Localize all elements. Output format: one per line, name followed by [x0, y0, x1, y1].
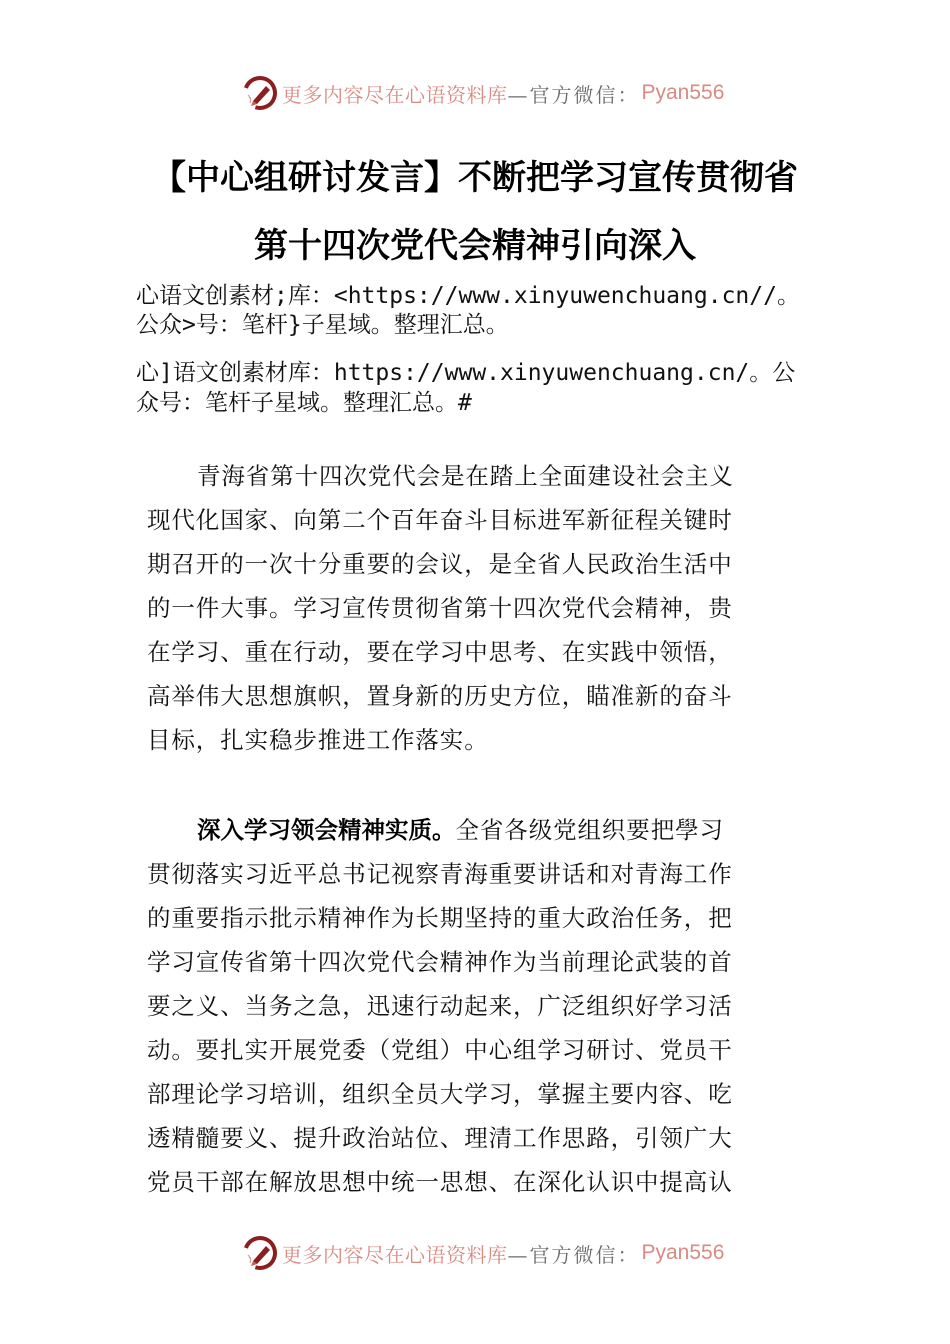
- watermark-label: —官方微信：: [507, 1242, 640, 1267]
- source-note-2-line-2: 众号：笔杆子星域。整理汇总。#: [136, 390, 472, 416]
- section-heading: 深入学习领会精神实质。: [197, 816, 456, 844]
- footer-watermark: [242, 1233, 724, 1273]
- paragraph-line: 的一件大事。学习宣传贯彻省第十四次党代会精神，贵: [147, 594, 733, 622]
- document-title-line-2: 第十四次党代会精神引向深入: [254, 226, 696, 266]
- paragraph-line: 目标，扎实稳步推进工作落实。: [147, 726, 489, 754]
- watermark-wechat-id: Pyan556: [641, 1241, 725, 1264]
- pen-logo-icon: [242, 75, 278, 111]
- pen-logo-icon: [242, 1235, 278, 1271]
- paragraph-line: 要之义、当务之急，迅速行动起来，广泛组织好学习活: [147, 992, 733, 1020]
- source-note-1-line-1: 心语文创素材;库：<https://www.xinyuwenchuang.cn//。: [136, 283, 800, 309]
- paragraph-line: 期召开的一次十分重要的会议，是全省人民政治生活中: [147, 550, 733, 578]
- document-title-line-1: 【中心组研讨发言】不断把学习宣传贯彻省: [152, 158, 798, 198]
- watermark-slogan: 更多内容尽在心语资料库: [282, 1242, 508, 1267]
- paragraph-line: 贯彻落实习近平总书记视察青海重要讲话和对青海工作: [147, 860, 733, 888]
- paragraph-line: 学习宣传省第十四次党代会精神作为当前理论武装的首: [147, 948, 733, 976]
- paragraph-line: 在学习、重在行动，要在学习中思考、在实践中领悟，: [147, 638, 733, 666]
- paragraph-line: 动。要扎实开展党委（党组）中心组学习研讨、党员干: [147, 1036, 733, 1064]
- paragraph-line: 现代化国家、向第二个百年奋斗目标进军新征程关键时: [147, 506, 733, 534]
- watermark-wechat-id: Pyan556: [641, 81, 725, 104]
- paragraph-text: 全省各级党组织要把學习: [455, 816, 724, 844]
- paragraph-line: 部理论学习培训，组织全员大学习，掌握主要内容、吃: [147, 1080, 733, 1108]
- paragraph-line: 透精髓要义、提升政治站位、理清工作思路，引领广大: [147, 1124, 733, 1152]
- source-note-2-line-1: 心]语文创素材库：https://www.xinyuwenchuang.cn/。公: [136, 360, 796, 386]
- body-paragraph-2: [147, 808, 812, 1204]
- paragraph-line: 高举伟大思想旗帜，置身新的历史方位，瞄准新的奋斗: [147, 682, 733, 710]
- source-note-1-line-2: 公众>号：笔杆}子星域。整理汇总。: [136, 312, 509, 338]
- watermark-slogan: 更多内容尽在心语资料库: [282, 82, 508, 107]
- paragraph-first-line: [147, 808, 812, 852]
- header-watermark: [242, 73, 724, 113]
- body-paragraph-1: [147, 454, 812, 762]
- paragraph-line: 党员干部在解放思想中统一思想、在深化认识中提高认: [147, 1168, 733, 1196]
- paragraph-line: 青海省第十四次党代会是在踏上全面建设社会主义: [197, 462, 734, 490]
- paragraph-line: 的重要指示批示精神作为长期坚持的重大政治任务，把: [147, 904, 733, 932]
- watermark-label: —官方微信：: [507, 82, 640, 107]
